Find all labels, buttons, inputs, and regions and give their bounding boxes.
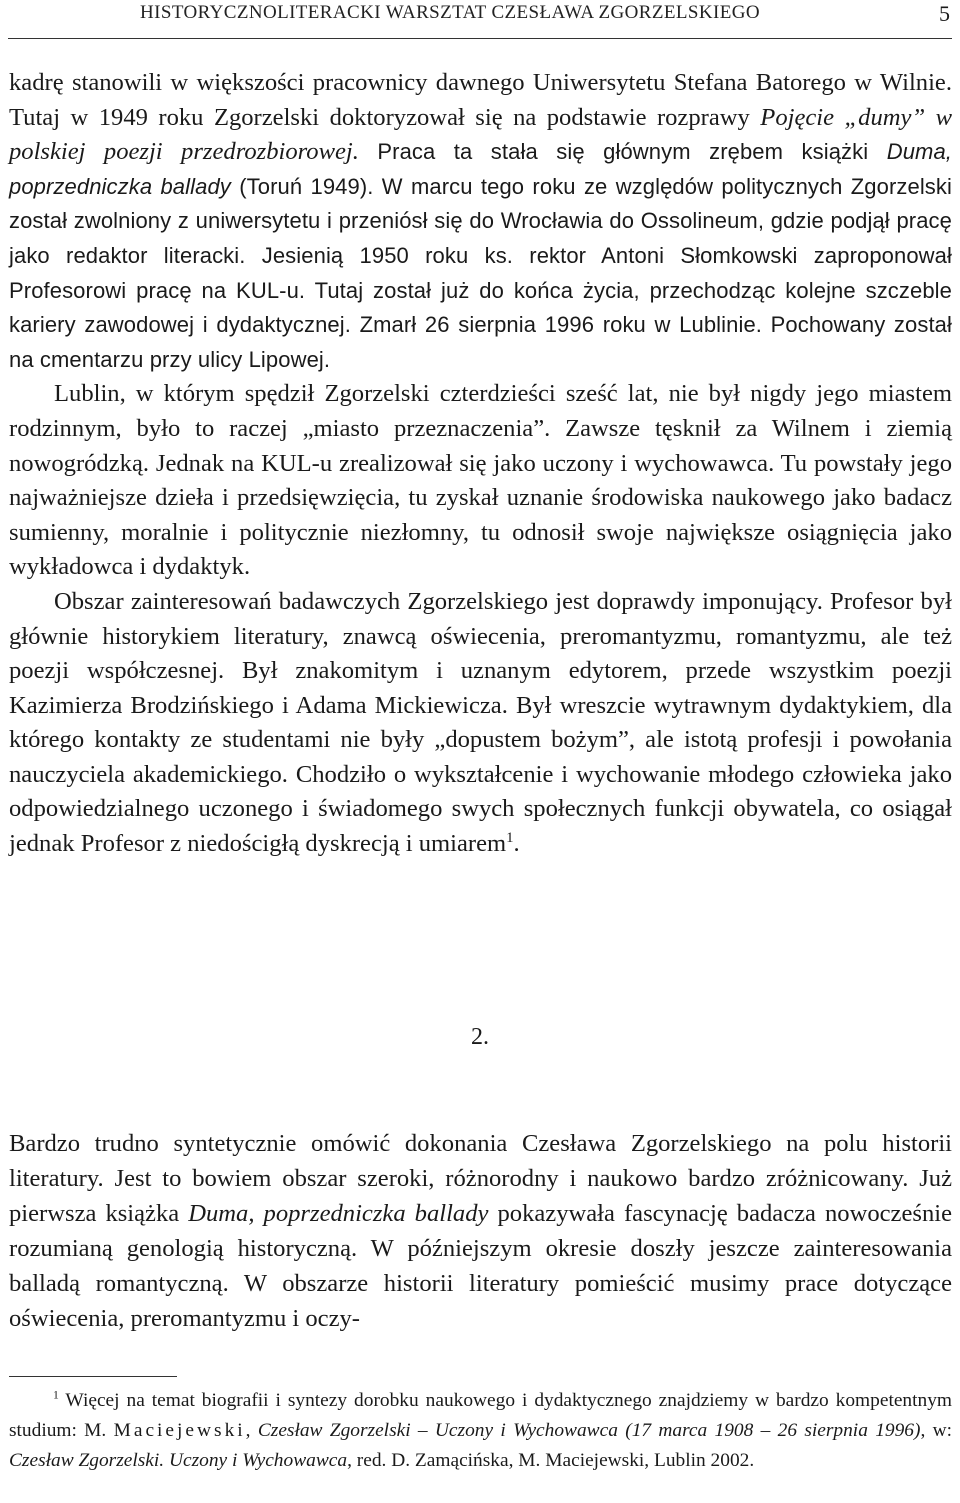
footnote-rule xyxy=(9,1376,177,1377)
paragraph-1 xyxy=(9,66,952,377)
p3-end: . xyxy=(513,830,520,858)
fn-text-g: , red. D. Zamącińska, M. Maciejewski, Lublin 2002. xyxy=(347,1450,755,1471)
p1-text-e: (Toruń 1949). W marcu tego roku ze względów politycznych Zgorzelski został zwolniony z uniwersytetu i przeniósł się do Wrocławia do Ossolineum, gdzie podjął pracę jako redaktor literacki. Jesienią 1950 roku ks. rektor Antoni Słomkowski zaproponował Profesorowi pracę na KUL-u. Tutaj został już do końca życia, przechodząc kolejne szczeble kariery zawodowej i dydaktycznej. Zmarł 26 sierpnia 1996 roku w Lublinie. Pochowany został na cmentarzu przy ulicy Lipowej. xyxy=(9,173,952,372)
footnote-1 xyxy=(9,1386,952,1476)
footnote xyxy=(9,1386,952,1476)
fn-text-c: , xyxy=(245,1420,258,1441)
p1-book-title: Duma, poprzedniczka ballady xyxy=(9,139,952,199)
section-heading: 2. xyxy=(471,1024,489,1050)
p4-book-title: Duma, poprzedniczka ballady xyxy=(188,1200,489,1227)
page-header xyxy=(0,0,960,42)
p1-text-c: Praca ta stała się głównym zrębem książki xyxy=(358,139,887,165)
header-rule xyxy=(8,38,952,39)
paragraph-3 xyxy=(9,585,952,862)
paragraph-4 xyxy=(9,1126,952,1336)
body-text xyxy=(9,66,952,862)
page-number: 5 xyxy=(939,1,950,26)
footnote-reference[interactable]: 1 xyxy=(506,829,514,846)
p1-text-a: kadrę stanowili w większości pracownicy dawnego Uniwersytetu Stefana Batorego w Wilnie. Tutaj w 1949 roku Zgorzelski doktoryzował się na podstawie rozprawy xyxy=(9,69,952,131)
paragraph-2: Lublin, w którym spędził Zgorzelski czterdzieści sześć lat, nie był nigdy jego miastem rodzinnym, było to raczej „miasto przeznaczenia”. Zawsze tęsknił za Wilnem i ziemią nowogródzką. Jednak na KUL-u zrealizował się jako uczony i wychowawca. Tu powstały jego najważniejsze dzieła i przedsięwzięcia, tu zyskał uznanie środowiska naukowego jako badacz sumienny, moralnie i politycznie niezłomny, tu odnosił swoje największe osiągnięcia jako wykładowca i dydaktyk. xyxy=(9,380,952,581)
fn-volume-title: Czesław Zgorzelski. Uczony i Wychowawca xyxy=(9,1450,348,1471)
fn-text-a: Więcej na temat biografii i syntezy dorobku naukowego i dydaktycznego znajdziemy w bardzo kompetentnym studium: M. xyxy=(9,1390,952,1441)
running-head: HISTORYCZNOLITERACKI WARSZTAT CZESŁAWA ZGORZELSKIEGO xyxy=(140,2,760,23)
fn-author: Maciejewski xyxy=(113,1420,246,1441)
p4-text-c: pokazywała fascynację badacza nowocześnie rozumianą genologią historyczną. W późniejszym okresie doszły jeszcze zainteresowania balladą romantyczną. W obszarze historii literatury pomieścić musimy prace dotyczące oświecenia, preromantyzmu i oczy- xyxy=(9,1200,953,1332)
section-2-text xyxy=(9,1126,952,1336)
fn-text-e: , w: xyxy=(920,1420,952,1441)
p1-dissertation-title: Pojęcie „dumy” w polskiej poezji przedrozbiorowej. xyxy=(9,103,953,166)
footnote-marker: 1 xyxy=(53,1388,59,1402)
fn-study-title: Czesław Zgorzelski – Uczony i Wychowawca (17 marca 1908 – 26 sierpnia 1996) xyxy=(257,1420,921,1441)
p3-text: Obszar zainteresowań badawczych Zgorzelskiego jest doprawdy imponujący. Profesor był głównie historykiem literatury, znawcą oświecenia, preromantyzmu, romantyzmu, ale też poezji współczesnej. Był znakomitym i uznanym edytorem, przede wszystkim poezji Kazimierza Brodzińskiego i Adama Mickiewicza. Był wreszcie wytrawnym dydaktykiem, dla którego kontakty ze studentami nie były „dopustem bożym”, ale istotą profesji i powołania nauczyciela akademickiego. Chodziło o wykształcenie i wychowanie młodego człowieka jako odpowiedzialnego uczonego i świadomego swych społecznych funkcji obywatela, co osiągał jednak Profesor z niedościgłą dyskrecją i umiarem xyxy=(9,587,952,858)
p4-text-a: Bardzo trudno syntetycznie omówić dokonania Czesława Zgorzelskiego na polu historii literatury. Jest to bowiem obszar szeroki, różnorodny i naukowo bardzo zróżnicowany. Już pierwsza książka xyxy=(9,1130,952,1227)
